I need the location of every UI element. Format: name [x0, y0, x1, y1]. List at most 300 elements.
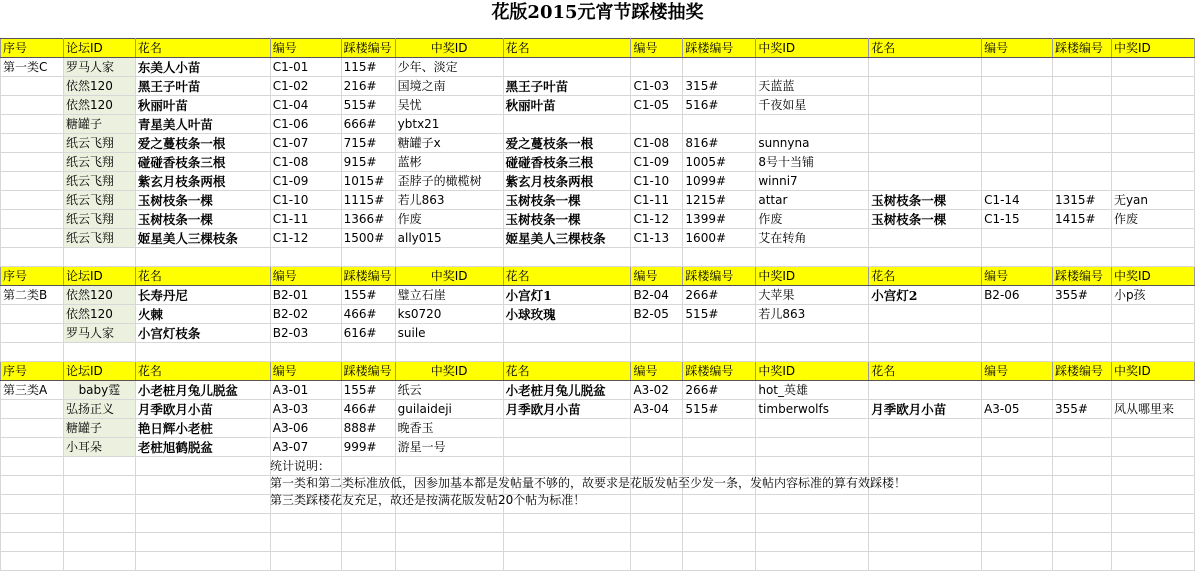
header-cell-forum-id[interactable]: 论坛ID — [63, 362, 135, 381]
category-label[interactable] — [1, 96, 64, 115]
header-cell-forum-id[interactable]: 论坛ID — [63, 39, 135, 58]
cell-flower-name[interactable]: 黑王子叶苗 — [135, 77, 270, 96]
empty-cell[interactable] — [683, 343, 756, 362]
header-cell-winner-id-2[interactable]: 中奖ID — [756, 362, 869, 381]
cell-code-3[interactable] — [982, 381, 1053, 400]
cell-forum-id[interactable]: 罗马人家 — [63, 58, 135, 77]
empty-cell[interactable] — [63, 514, 135, 533]
cell-flower-name-2[interactable]: 玉树枝条一棵 — [503, 210, 631, 229]
cell-code[interactable]: B2-01 — [270, 286, 341, 305]
empty-cell[interactable] — [1, 248, 64, 267]
empty-cell[interactable] — [503, 248, 631, 267]
cell-winner-id-2[interactable]: 千夜如星 — [756, 96, 869, 115]
cell-winner-id-3[interactable]: 作废 — [1111, 210, 1194, 229]
cell-winner-id[interactable]: 吴忧 — [395, 96, 503, 115]
cell-forum-id[interactable]: 小耳朵 — [63, 438, 135, 457]
category-label[interactable] — [1, 172, 64, 191]
cell-flower-name-3[interactable]: 玉树枝条一棵 — [869, 191, 982, 210]
cell-forum-id[interactable]: 依然120 — [63, 96, 135, 115]
cell-code[interactable]: C1-11 — [270, 210, 341, 229]
cell-winner-id-2[interactable]: 大苹果 — [756, 286, 869, 305]
cell-code-3[interactable]: C1-15 — [982, 210, 1053, 229]
empty-cell[interactable] — [270, 248, 341, 267]
cell-floor-no-3[interactable]: 355# — [1052, 400, 1111, 419]
empty-cell[interactable] — [869, 533, 982, 552]
cell-floor-no-3[interactable] — [1052, 153, 1111, 172]
cell-code-2[interactable]: C1-12 — [631, 210, 683, 229]
cell-flower-name-2[interactable]: 秋丽叶苗 — [503, 96, 631, 115]
cell-code[interactable]: C1-02 — [270, 77, 341, 96]
cell-code[interactable]: A3-06 — [270, 419, 341, 438]
empty-cell[interactable] — [395, 514, 503, 533]
empty-cell[interactable] — [63, 552, 135, 571]
cell-floor-no-2[interactable]: 1005# — [683, 153, 756, 172]
cell-code-2[interactable]: B2-05 — [631, 305, 683, 324]
cell-code-2[interactable]: C1-03 — [631, 77, 683, 96]
cell-code-3[interactable]: B2-06 — [982, 286, 1053, 305]
header-cell-flower-name-3[interactable]: 花名 — [869, 39, 982, 58]
cell-winner-id-2[interactable]: sunnyna — [756, 134, 869, 153]
header-cell-flower-name-3[interactable]: 花名 — [869, 362, 982, 381]
cell-code[interactable]: C1-10 — [270, 191, 341, 210]
cell-floor-no-2[interactable]: 516# — [683, 96, 756, 115]
cell-winner-id[interactable]: 璧立石崖 — [395, 286, 503, 305]
cell-code-2[interactable] — [631, 419, 683, 438]
cell-code[interactable]: C1-07 — [270, 134, 341, 153]
cell-floor-no-2[interactable] — [683, 58, 756, 77]
cell-floor-no-2[interactable]: 1600# — [683, 229, 756, 248]
cell-code-3[interactable] — [982, 115, 1053, 134]
empty-cell[interactable] — [270, 514, 341, 533]
cell-code-2[interactable]: C1-13 — [631, 229, 683, 248]
cell-forum-id[interactable]: 依然120 — [63, 286, 135, 305]
cell-winner-id-2[interactable]: 8号十当铺 — [756, 153, 869, 172]
cell-winner-id[interactable]: ybtx21 — [395, 115, 503, 134]
cell-flower-name-3[interactable]: 月季欧月小苗 — [869, 400, 982, 419]
header-cell-winner-id-3[interactable]: 中奖ID — [1111, 267, 1194, 286]
cell-winner-id-2[interactable] — [756, 438, 869, 457]
category-label[interactable] — [1, 324, 64, 343]
empty-cell[interactable] — [135, 495, 270, 514]
cell-floor-no-3[interactable]: 355# — [1052, 286, 1111, 305]
category-label[interactable] — [1, 210, 64, 229]
cell-forum-id[interactable]: baby霆 — [63, 381, 135, 400]
empty-cell[interactable] — [1052, 533, 1111, 552]
cell-forum-id[interactable]: 弘扬正义 — [63, 400, 135, 419]
cell-code[interactable]: C1-12 — [270, 229, 341, 248]
cell-floor-no[interactable]: 1500# — [341, 229, 395, 248]
cell-winner-id-3[interactable] — [1111, 96, 1194, 115]
cell-forum-id[interactable]: 纸云飞翔 — [63, 191, 135, 210]
cell-winner-id[interactable]: 国境之南 — [395, 77, 503, 96]
cell-floor-no[interactable]: 888# — [341, 419, 395, 438]
cell-code-2[interactable] — [631, 324, 683, 343]
empty-cell[interactable] — [683, 248, 756, 267]
cell-flower-name-2[interactable] — [503, 324, 631, 343]
empty-cell[interactable] — [395, 343, 503, 362]
cell-floor-no-2[interactable] — [683, 324, 756, 343]
header-cell-winner-id-3[interactable]: 中奖ID — [1111, 39, 1194, 58]
empty-cell[interactable] — [982, 457, 1053, 476]
cell-floor-no-3[interactable] — [1052, 229, 1111, 248]
cell-winner-id-3[interactable] — [1111, 134, 1194, 153]
empty-cell[interactable] — [341, 248, 395, 267]
empty-cell[interactable] — [756, 533, 869, 552]
cell-code[interactable]: B2-03 — [270, 324, 341, 343]
cell-winner-id[interactable]: ally015 — [395, 229, 503, 248]
empty-cell[interactable] — [982, 552, 1053, 571]
header-cell-flower-name[interactable]: 花名 — [135, 267, 270, 286]
cell-floor-no-2[interactable] — [683, 419, 756, 438]
cell-floor-no-3[interactable] — [1052, 305, 1111, 324]
cell-flower-name-2[interactable] — [503, 58, 631, 77]
cell-flower-name[interactable]: 东美人小苗 — [135, 58, 270, 77]
category-label[interactable]: 第二类B — [1, 286, 64, 305]
empty-cell[interactable] — [683, 552, 756, 571]
header-cell-code-2[interactable]: 编号 — [631, 267, 683, 286]
cell-flower-name-3[interactable]: 小宫灯2 — [869, 286, 982, 305]
empty-cell[interactable] — [63, 248, 135, 267]
header-cell-flower-name[interactable]: 花名 — [135, 39, 270, 58]
empty-cell[interactable] — [135, 533, 270, 552]
cell-flower-name[interactable]: 艳日辉小老桩 — [135, 419, 270, 438]
empty-cell[interactable] — [631, 343, 683, 362]
cell-flower-name-2[interactable]: 姬星美人三棵枝条 — [503, 229, 631, 248]
empty-cell[interactable] — [270, 552, 341, 571]
cell-code[interactable]: C1-09 — [270, 172, 341, 191]
cell-winner-id-2[interactable] — [756, 419, 869, 438]
header-cell-code-2[interactable]: 编号 — [631, 39, 683, 58]
cell-flower-name-3[interactable] — [869, 115, 982, 134]
empty-cell[interactable] — [1052, 343, 1111, 362]
header-cell-winner-id-2[interactable]: 中奖ID — [756, 39, 869, 58]
empty-cell[interactable] — [1111, 457, 1194, 476]
cell-flower-name-3[interactable] — [869, 324, 982, 343]
cell-floor-no[interactable]: 1015# — [341, 172, 395, 191]
empty-cell[interactable] — [1, 476, 64, 495]
empty-cell[interactable] — [982, 495, 1053, 514]
cell-code-3[interactable]: C1-14 — [982, 191, 1053, 210]
cell-winner-id-2[interactable] — [756, 324, 869, 343]
cell-flower-name[interactable]: 碰碰香枝条三根 — [135, 153, 270, 172]
category-label[interactable] — [1, 134, 64, 153]
empty-cell[interactable] — [341, 533, 395, 552]
empty-cell[interactable] — [1, 343, 64, 362]
empty-cell[interactable] — [63, 495, 135, 514]
empty-cell[interactable] — [631, 533, 683, 552]
cell-flower-name[interactable]: 月季欧月小苗 — [135, 400, 270, 419]
cell-forum-id[interactable]: 纸云飞翔 — [63, 134, 135, 153]
cell-flower-name-2[interactable] — [503, 438, 631, 457]
empty-cell[interactable] — [63, 343, 135, 362]
cell-winner-id-3[interactable]: 风从哪里来 — [1111, 400, 1194, 419]
category-label[interactable] — [1, 229, 64, 248]
cell-forum-id[interactable]: 依然120 — [63, 77, 135, 96]
cell-winner-id-3[interactable] — [1111, 419, 1194, 438]
cell-floor-no-3[interactable]: 1415# — [1052, 210, 1111, 229]
cell-floor-no[interactable]: 715# — [341, 134, 395, 153]
cell-code-3[interactable] — [982, 134, 1053, 153]
cell-forum-id[interactable]: 纸云飞翔 — [63, 229, 135, 248]
cell-code-3[interactable] — [982, 153, 1053, 172]
empty-cell[interactable] — [395, 248, 503, 267]
cell-winner-id[interactable]: guilaideji — [395, 400, 503, 419]
cell-winner-id[interactable]: 少年、淡定 — [395, 58, 503, 77]
cell-code-2[interactable]: A3-02 — [631, 381, 683, 400]
cell-floor-no[interactable]: 115# — [341, 58, 395, 77]
cell-code-3[interactable] — [982, 229, 1053, 248]
cell-floor-no-2[interactable]: 1099# — [683, 172, 756, 191]
empty-cell[interactable] — [135, 514, 270, 533]
cell-winner-id[interactable]: 纸云 — [395, 381, 503, 400]
cell-floor-no-3[interactable] — [1052, 96, 1111, 115]
cell-winner-id-2[interactable]: timberwolfs — [756, 400, 869, 419]
cell-code[interactable]: C1-08 — [270, 153, 341, 172]
header-cell-winner-id[interactable]: 中奖ID — [395, 39, 503, 58]
header-cell-flower-name-2[interactable]: 花名 — [503, 39, 631, 58]
empty-cell[interactable] — [1111, 343, 1194, 362]
empty-cell[interactable] — [341, 514, 395, 533]
empty-cell[interactable] — [756, 514, 869, 533]
cell-flower-name[interactable]: 爱之蔓枝条一根 — [135, 134, 270, 153]
cell-winner-id[interactable]: 游星一号 — [395, 438, 503, 457]
cell-flower-name-3[interactable] — [869, 134, 982, 153]
cell-flower-name[interactable]: 小宫灯枝条 — [135, 324, 270, 343]
cell-code-3[interactable] — [982, 172, 1053, 191]
empty-cell[interactable] — [135, 457, 270, 476]
empty-cell[interactable] — [1052, 476, 1111, 495]
empty-cell[interactable] — [869, 248, 982, 267]
category-label[interactable]: 第三类A — [1, 381, 64, 400]
header-cell-code-3[interactable]: 编号 — [982, 362, 1053, 381]
header-cell-winner-id-3[interactable]: 中奖ID — [1111, 362, 1194, 381]
empty-cell[interactable] — [1, 495, 64, 514]
cell-winner-id-2[interactable]: winni7 — [756, 172, 869, 191]
header-cell-floor-no[interactable]: 踩楼编号 — [341, 39, 395, 58]
empty-cell[interactable] — [1, 552, 64, 571]
cell-winner-id-3[interactable] — [1111, 324, 1194, 343]
empty-cell[interactable] — [982, 476, 1053, 495]
cell-floor-no-2[interactable]: 515# — [683, 400, 756, 419]
cell-code[interactable]: A3-03 — [270, 400, 341, 419]
cell-floor-no-2[interactable]: 266# — [683, 381, 756, 400]
header-cell-code[interactable]: 编号 — [270, 39, 341, 58]
cell-flower-name-2[interactable]: 紫玄月枝条两根 — [503, 172, 631, 191]
cell-flower-name-3[interactable] — [869, 381, 982, 400]
cell-flower-name-2[interactable]: 碰碰香枝条三根 — [503, 153, 631, 172]
cell-floor-no-2[interactable]: 515# — [683, 305, 756, 324]
empty-cell[interactable] — [503, 514, 631, 533]
cell-flower-name[interactable]: 玉树枝条一棵 — [135, 191, 270, 210]
cell-code[interactable]: C1-04 — [270, 96, 341, 115]
cell-floor-no[interactable]: 515# — [341, 96, 395, 115]
cell-flower-name-3[interactable] — [869, 96, 982, 115]
cell-flower-name-2[interactable]: 黑王子叶苗 — [503, 77, 631, 96]
cell-winner-id-2[interactable]: 若儿863 — [756, 305, 869, 324]
cell-winner-id-2[interactable]: attar — [756, 191, 869, 210]
cell-winner-id-3[interactable] — [1111, 153, 1194, 172]
category-label[interactable]: 第一类C — [1, 58, 64, 77]
cell-forum-id[interactable]: 依然120 — [63, 305, 135, 324]
cell-code-2[interactable] — [631, 438, 683, 457]
cell-code-2[interactable] — [631, 115, 683, 134]
category-label[interactable] — [1, 77, 64, 96]
header-cell-seq[interactable]: 序号 — [1, 39, 64, 58]
cell-floor-no[interactable]: 666# — [341, 115, 395, 134]
header-cell-flower-name-2[interactable]: 花名 — [503, 267, 631, 286]
cell-floor-no-3[interactable] — [1052, 324, 1111, 343]
cell-flower-name-3[interactable] — [869, 229, 982, 248]
cell-winner-id[interactable]: 晚香玉 — [395, 419, 503, 438]
cell-flower-name-2[interactable] — [503, 419, 631, 438]
cell-floor-no[interactable]: 999# — [341, 438, 395, 457]
empty-cell[interactable] — [135, 552, 270, 571]
empty-cell[interactable] — [1, 514, 64, 533]
cell-winner-id-3[interactable] — [1111, 77, 1194, 96]
header-cell-forum-id[interactable]: 论坛ID — [63, 267, 135, 286]
empty-cell[interactable] — [869, 343, 982, 362]
cell-flower-name-2[interactable]: 月季欧月小苗 — [503, 400, 631, 419]
empty-cell[interactable] — [395, 552, 503, 571]
cell-forum-id[interactable]: 糖罐子 — [63, 419, 135, 438]
empty-cell[interactable] — [1111, 552, 1194, 571]
cell-winner-id-3[interactable] — [1111, 115, 1194, 134]
empty-cell[interactable] — [982, 343, 1053, 362]
cell-floor-no[interactable]: 915# — [341, 153, 395, 172]
cell-flower-name-2[interactable]: 小老桩月兔儿脱盆 — [503, 381, 631, 400]
empty-cell[interactable] — [1052, 495, 1111, 514]
cell-code-3[interactable] — [982, 77, 1053, 96]
cell-code-2[interactable]: C1-09 — [631, 153, 683, 172]
cell-floor-no-3[interactable] — [1052, 438, 1111, 457]
cell-flower-name[interactable]: 长寿丹尼 — [135, 286, 270, 305]
cell-floor-no-2[interactable]: 266# — [683, 286, 756, 305]
empty-cell[interactable] — [503, 552, 631, 571]
cell-flower-name[interactable]: 火棘 — [135, 305, 270, 324]
header-cell-code[interactable]: 编号 — [270, 362, 341, 381]
cell-winner-id-3[interactable] — [1111, 381, 1194, 400]
cell-flower-name[interactable]: 玉树枝条一棵 — [135, 210, 270, 229]
cell-code[interactable]: C1-01 — [270, 58, 341, 77]
empty-cell[interactable] — [982, 514, 1053, 533]
cell-floor-no-3[interactable] — [1052, 115, 1111, 134]
cell-winner-id-2[interactable]: hot_英雄 — [756, 381, 869, 400]
empty-cell[interactable] — [1052, 514, 1111, 533]
cell-winner-id-3[interactable] — [1111, 172, 1194, 191]
empty-cell[interactable] — [63, 457, 135, 476]
header-cell-code-3[interactable]: 编号 — [982, 267, 1053, 286]
header-cell-floor-no-3[interactable]: 踩楼编号 — [1052, 362, 1111, 381]
cell-code-3[interactable] — [982, 305, 1053, 324]
cell-flower-name-3[interactable] — [869, 58, 982, 77]
cell-flower-name-3[interactable] — [869, 153, 982, 172]
empty-cell[interactable] — [63, 476, 135, 495]
header-cell-code-2[interactable]: 编号 — [631, 362, 683, 381]
cell-winner-id[interactable]: 糖罐子x — [395, 134, 503, 153]
empty-cell[interactable] — [756, 343, 869, 362]
cell-code-2[interactable]: C1-11 — [631, 191, 683, 210]
cell-floor-no-2[interactable] — [683, 115, 756, 134]
cell-code[interactable]: B2-02 — [270, 305, 341, 324]
cell-flower-name-3[interactable] — [869, 77, 982, 96]
header-cell-floor-no-2[interactable]: 踩楼编号 — [683, 362, 756, 381]
cell-forum-id[interactable]: 罗马人家 — [63, 324, 135, 343]
cell-floor-no-2[interactable] — [683, 438, 756, 457]
cell-flower-name-3[interactable] — [869, 438, 982, 457]
empty-cell[interactable] — [683, 514, 756, 533]
empty-cell[interactable] — [756, 248, 869, 267]
cell-code-3[interactable] — [982, 96, 1053, 115]
empty-cell[interactable] — [631, 248, 683, 267]
cell-flower-name-2[interactable]: 小宫灯1 — [503, 286, 631, 305]
cell-floor-no-3[interactable] — [1052, 381, 1111, 400]
cell-floor-no-3[interactable]: 1315# — [1052, 191, 1111, 210]
cell-flower-name[interactable]: 老桩旭鹤脱盆 — [135, 438, 270, 457]
cell-floor-no-2[interactable]: 1215# — [683, 191, 756, 210]
header-cell-winner-id-2[interactable]: 中奖ID — [756, 267, 869, 286]
cell-code-3[interactable] — [982, 438, 1053, 457]
cell-floor-no-3[interactable] — [1052, 419, 1111, 438]
cell-code[interactable]: C1-06 — [270, 115, 341, 134]
cell-floor-no[interactable]: 466# — [341, 305, 395, 324]
cell-winner-id-3[interactable]: 小p孩 — [1111, 286, 1194, 305]
empty-cell[interactable] — [1052, 552, 1111, 571]
cell-winner-id[interactable]: ks0720 — [395, 305, 503, 324]
cell-floor-no-3[interactable] — [1052, 58, 1111, 77]
cell-floor-no-2[interactable]: 315# — [683, 77, 756, 96]
cell-flower-name[interactable]: 紫玄月枝条两根 — [135, 172, 270, 191]
cell-winner-id[interactable]: 若儿863 — [395, 191, 503, 210]
empty-cell[interactable] — [1, 457, 64, 476]
cell-flower-name-3[interactable] — [869, 419, 982, 438]
category-label[interactable] — [1, 191, 64, 210]
category-label[interactable] — [1, 153, 64, 172]
empty-cell[interactable] — [982, 533, 1053, 552]
cell-floor-no-3[interactable] — [1052, 134, 1111, 153]
empty-cell[interactable] — [270, 343, 341, 362]
empty-cell[interactable] — [270, 533, 341, 552]
empty-cell[interactable] — [756, 552, 869, 571]
category-label[interactable] — [1, 419, 64, 438]
header-cell-floor-no-3[interactable]: 踩楼编号 — [1052, 267, 1111, 286]
empty-cell[interactable] — [683, 533, 756, 552]
cell-code[interactable]: A3-07 — [270, 438, 341, 457]
empty-cell[interactable] — [395, 533, 503, 552]
header-cell-winner-id[interactable]: 中奖ID — [395, 362, 503, 381]
empty-cell[interactable] — [1052, 457, 1111, 476]
cell-floor-no-2[interactable]: 1399# — [683, 210, 756, 229]
empty-cell[interactable] — [631, 552, 683, 571]
cell-floor-no-3[interactable] — [1052, 77, 1111, 96]
cell-flower-name[interactable]: 小老桩月兔儿脱盆 — [135, 381, 270, 400]
empty-cell[interactable] — [135, 248, 270, 267]
empty-cell[interactable] — [341, 343, 395, 362]
header-cell-flower-name-2[interactable]: 花名 — [503, 362, 631, 381]
cell-winner-id[interactable]: suile — [395, 324, 503, 343]
cell-floor-no[interactable]: 216# — [341, 77, 395, 96]
cell-flower-name-3[interactable]: 玉树枝条一棵 — [869, 210, 982, 229]
cell-code-2[interactable]: C1-08 — [631, 134, 683, 153]
cell-floor-no[interactable]: 155# — [341, 381, 395, 400]
header-cell-seq[interactable]: 序号 — [1, 362, 64, 381]
header-cell-winner-id[interactable]: 中奖ID — [395, 267, 503, 286]
cell-floor-no-2[interactable]: 816# — [683, 134, 756, 153]
cell-flower-name-2[interactable]: 玉树枝条一棵 — [503, 191, 631, 210]
header-cell-seq[interactable]: 序号 — [1, 267, 64, 286]
cell-code-2[interactable]: A3-04 — [631, 400, 683, 419]
header-cell-flower-name[interactable]: 花名 — [135, 362, 270, 381]
header-cell-code-3[interactable]: 编号 — [982, 39, 1053, 58]
